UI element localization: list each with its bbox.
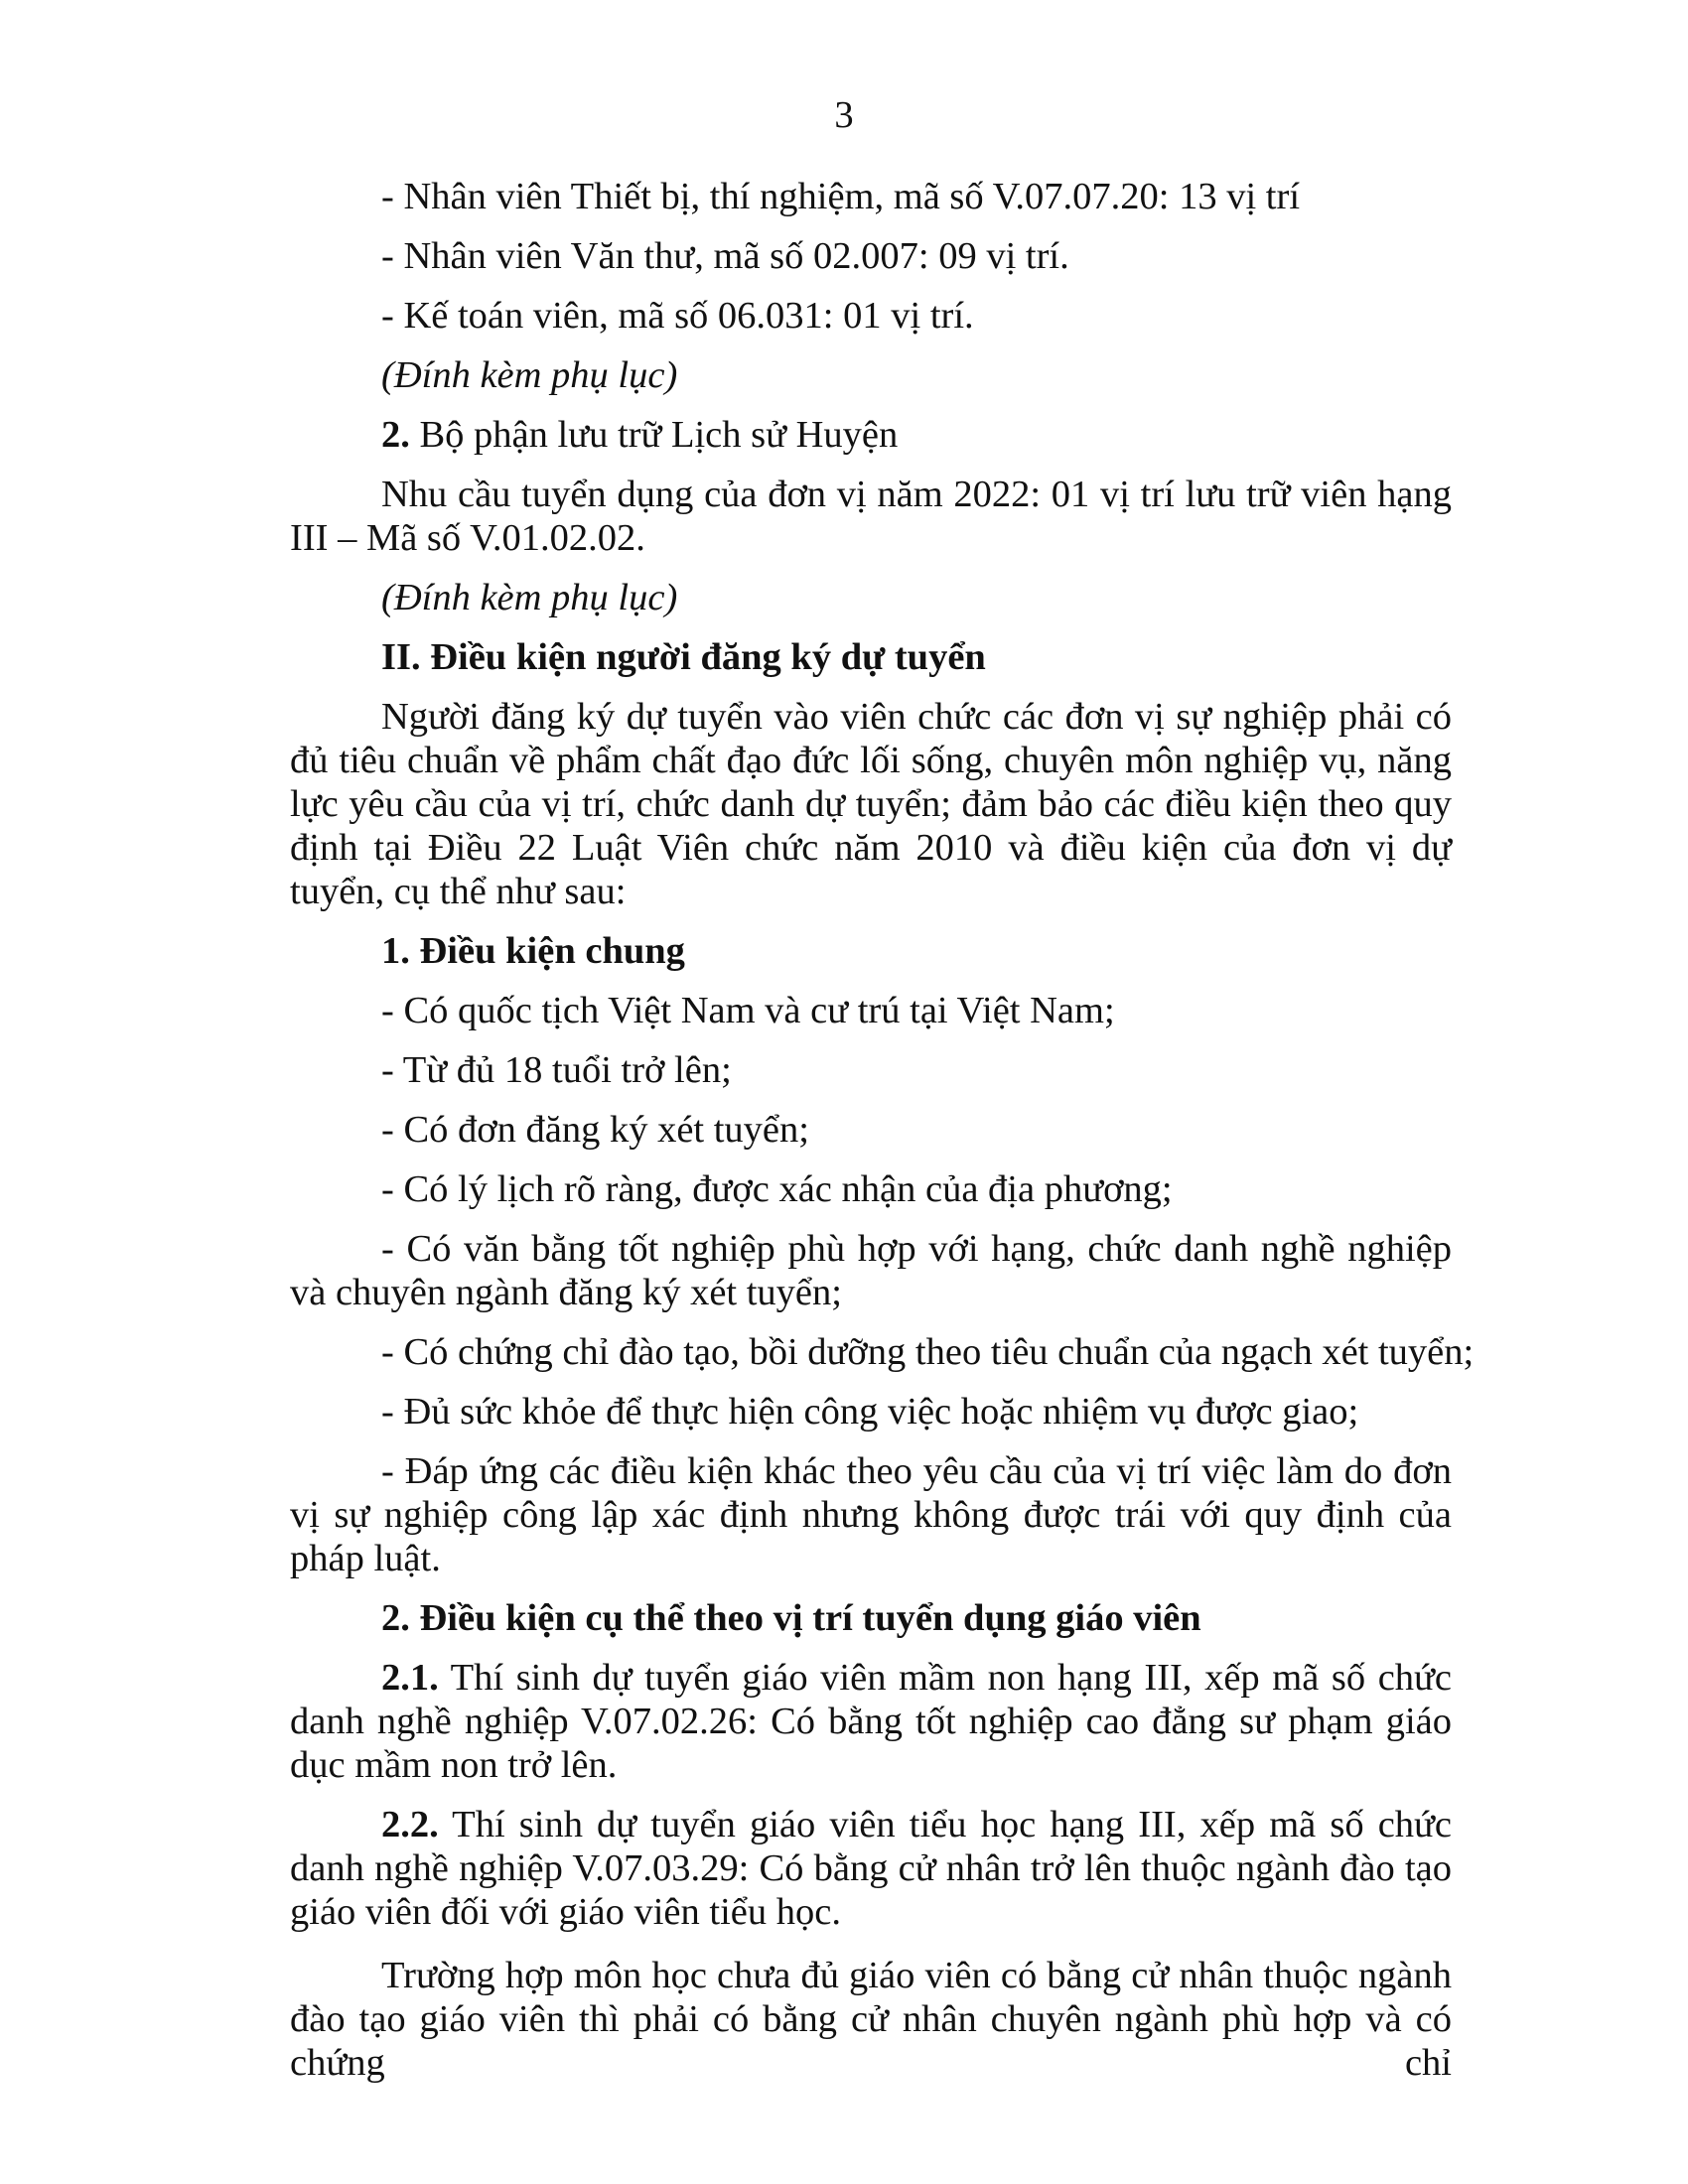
paragraph-archive-demand: Nhu cầu tuyển dụng của đơn vị năm 2022: 01 vị trí lưu trữ viên hạng III – Mã số V.01.02.02. — [290, 474, 1452, 559]
list-item-nationality: - Có quốc tịch Việt Nam và cư trú tại Việt Nam; — [381, 990, 1115, 1031]
section-title: Bộ phận lưu trữ Lịch sử Huyện — [409, 414, 899, 456]
clause-text: Thí sinh dự tuyển giáo viên mầm non hạng III, xếp mã số chức danh nghề nghiệp V.07.02.26: Có bằng tốt nghiệp cao đẳng sư phạm giáo dục mầm non trở lên. — [290, 1657, 1452, 1786]
list-item-age: - Từ đủ 18 tuổi trở lên; — [381, 1049, 732, 1091]
attachment-note: (Đính kèm phụ lục) — [381, 577, 678, 618]
clause-text: Thí sinh dự tuyển giáo viên tiểu học hạng III, xếp mã số chức danh nghề nghiệp V.07.03.29: Có bằng cử nhân trở lên thuộc ngành đào tạo giáo viên đối với giáo viên tiểu học. — [290, 1804, 1452, 1933]
paragraph-preschool-teacher — [290, 1656, 1452, 1787]
clause-number: 2.1. — [381, 1657, 439, 1699]
list-item-other-conditions: - Đáp ứng các điều kiện khác theo yêu cầu của vị trí việc làm do đơn vị sự nghiệp công lập xác định nhưng không được trái với quy định của pháp luật. — [290, 1450, 1452, 1579]
list-item-background: - Có lý lịch rõ ràng, được xác nhận của địa phương; — [381, 1168, 1173, 1210]
heading-teacher-conditions: 2. Điều kiện cụ thể theo vị trí tuyển dụng giáo viên — [381, 1597, 1201, 1639]
attachment-note: (Đính kèm phụ lục) — [381, 354, 678, 396]
list-item-clerical-staff: - Nhân viên Văn thư, mã số 02.007: 09 vị trí. — [381, 235, 1069, 277]
list-item-certificate: - Có chứng chỉ đào tạo, bồi dưỡng theo tiêu chuẩn của ngạch xét tuyển; — [381, 1331, 1475, 1373]
list-item-diploma: - Có văn bằng tốt nghiệp phù hợp với hạng, chức danh nghề nghiệp và chuyên ngành đăng ký xét tuyển; — [290, 1228, 1452, 1313]
page-number: 3 — [834, 94, 854, 136]
list-item-health: - Đủ sức khỏe để thực hiện công việc hoặc nhiệm vụ được giao; — [381, 1391, 1359, 1433]
section-number: 2. — [381, 414, 410, 456]
list-item-accountant: - Kế toán viên, mã số 06.031: 01 vị trí. — [381, 295, 974, 337]
heading-general-conditions: 1. Điều kiện chung — [381, 930, 685, 972]
heading-registration-conditions: II. Điều kiện người đăng ký dự tuyển — [381, 636, 986, 678]
list-item-application: - Có đơn đăng ký xét tuyển; — [381, 1109, 809, 1151]
section-heading-archive — [290, 413, 1452, 457]
clause-number: 2.2. — [381, 1804, 439, 1845]
list-item-equipment-staff: - Nhân viên Thiết bị, thí nghiệm, mã số V.07.07.20: 13 vị trí — [381, 176, 1301, 217]
document-body — [290, 175, 1475, 2101]
paragraph-primary-teacher — [290, 1803, 1452, 1934]
paragraph-subject-shortage: Trường hợp môn học chưa đủ giáo viên có bằng cử nhân thuộc ngành đào tạo giáo viên thì phải có bằng cử nhân chuyên ngành phù hợp và có chứng chỉ — [290, 1955, 1452, 2084]
paragraph-registration-intro: Người đăng ký dự tuyển vào viên chức các đơn vị sự nghiệp phải có đủ tiêu chuẩn về phẩm chất đạo đức lối sống, chuyên môn nghiệp vụ, năng lực yêu cầu của vị trí, chức danh dự tuyển; đảm bảo các điều kiện theo quy định tại Điều 22 Luật Viên chức năm 2010 và điều kiện của đơn vị dự tuyển, cụ thể như sau: — [290, 696, 1452, 912]
